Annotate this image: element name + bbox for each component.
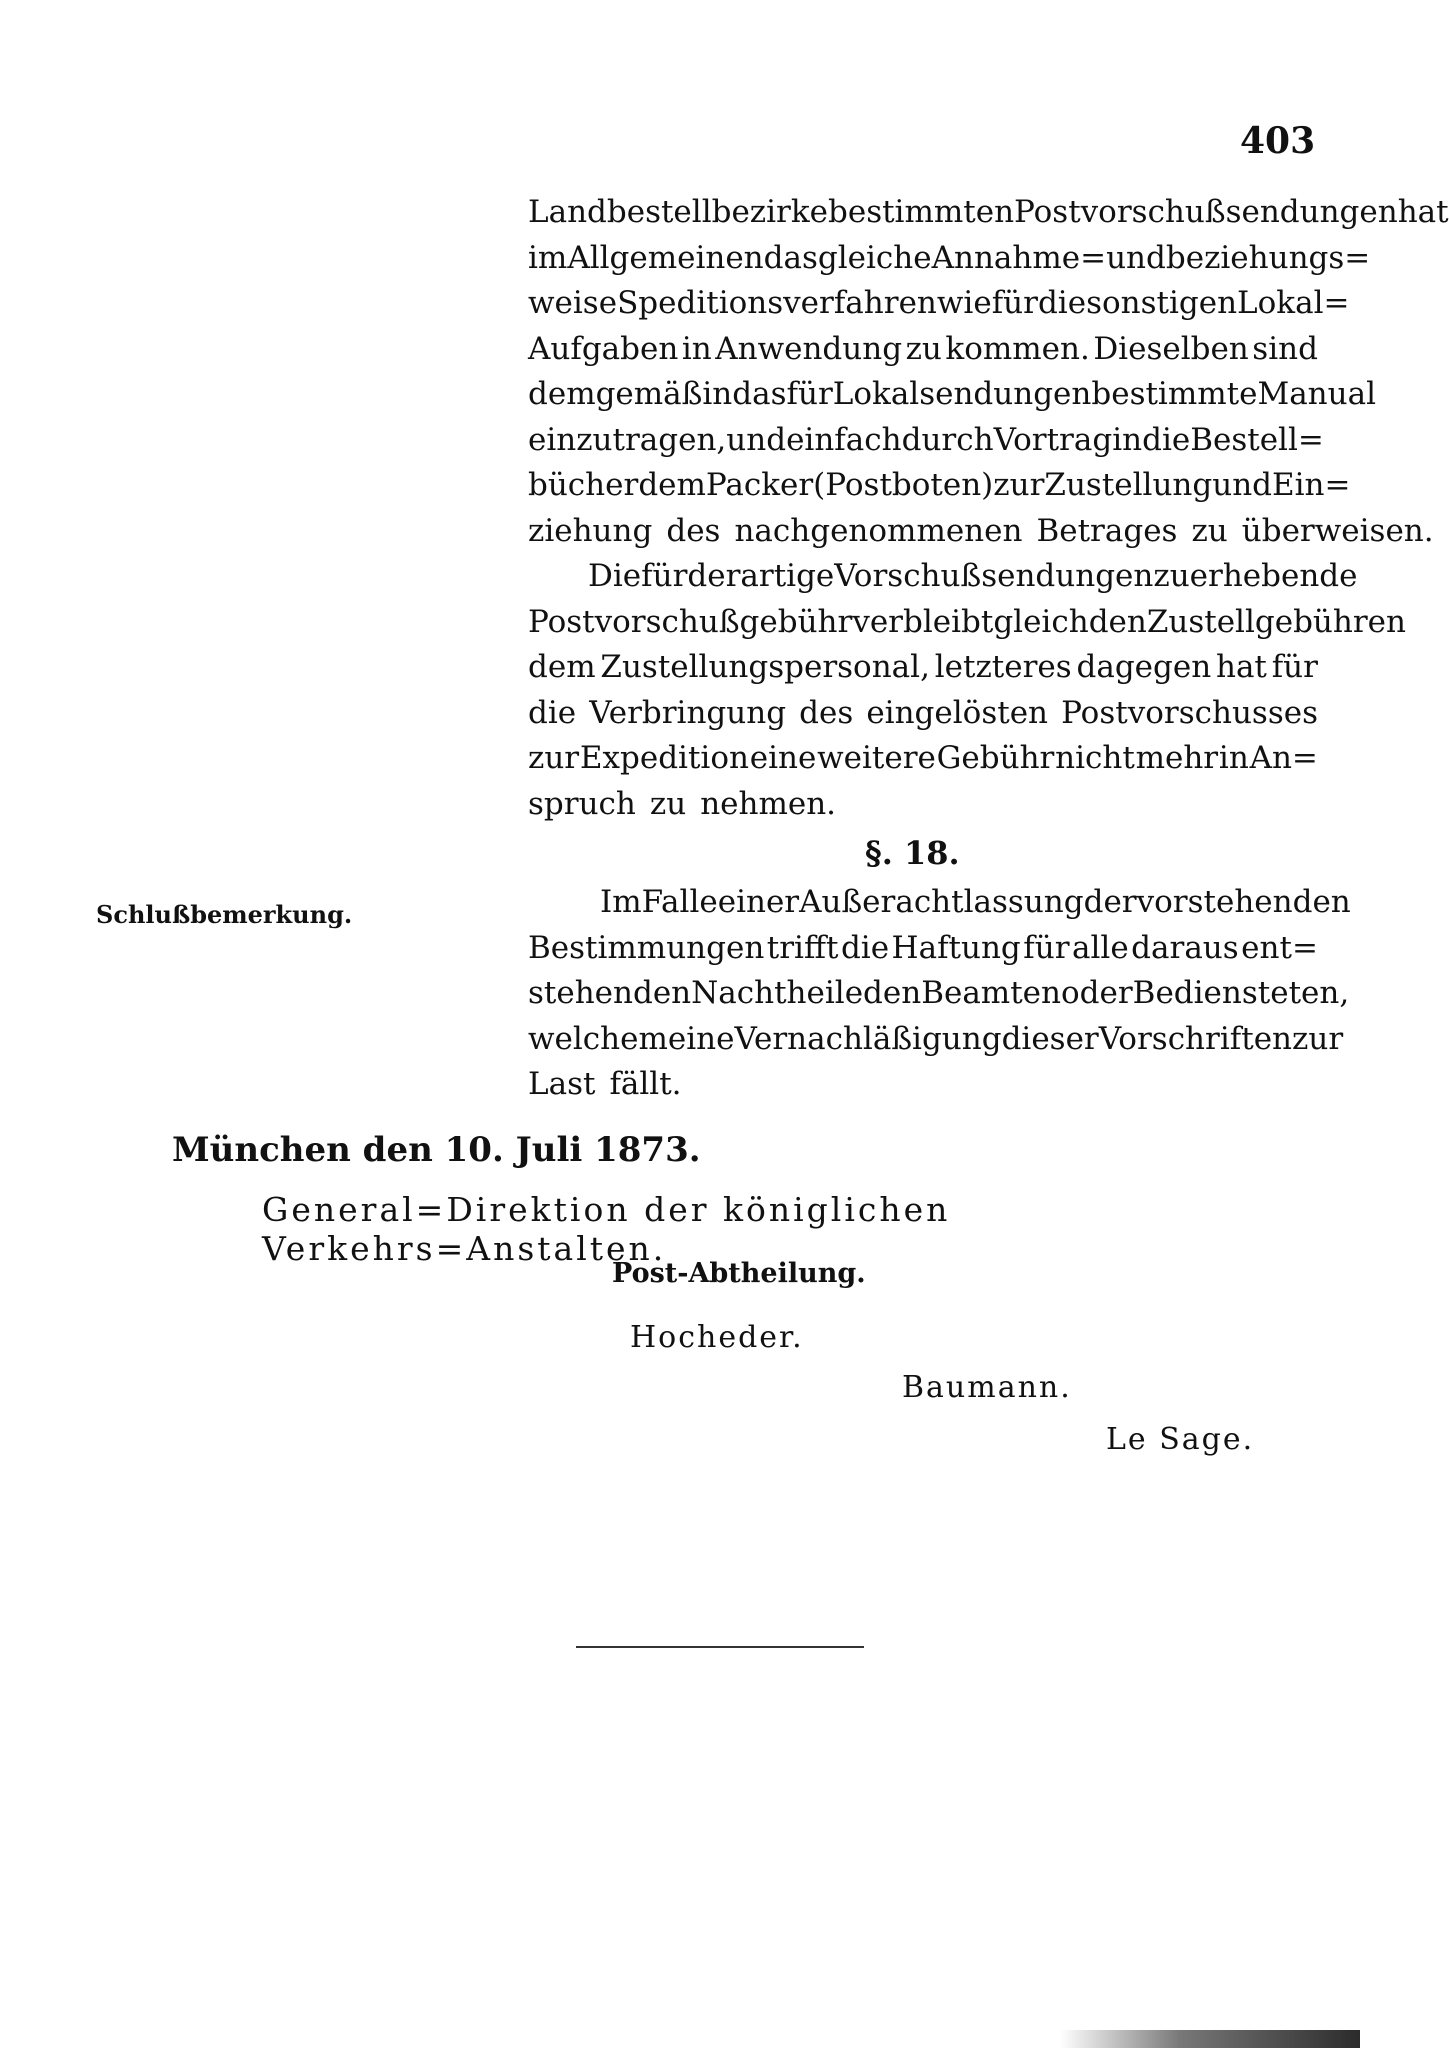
word: des [666,512,721,549]
word: sonstigen [1086,285,1238,321]
word: Beamten [921,975,1061,1011]
word: oder [1060,975,1133,1011]
word: den [1088,603,1147,640]
word: Last [528,1066,596,1102]
word: in [1112,421,1143,458]
word: einzutragen, [528,421,727,458]
word: Die [588,558,642,594]
word: erhebende [1189,558,1358,594]
word: An= [1249,740,1318,776]
word: zur [993,467,1045,503]
issuing-authority: General=Direktion der königlichen Verkehrs=Anstalten. [262,1190,951,1268]
word: eingelösten [866,694,1048,731]
word: die [528,694,577,731]
word: einer [717,884,800,920]
word: Allgemeinen [567,239,764,276]
text-line [528,782,1318,828]
word: gleiche [817,239,932,276]
word: für [1023,929,1070,966]
place-and-date: München den 10. Juli 1873. [172,1130,701,1170]
margin-note: Schlußbemerkung. [96,900,353,929]
text-line [528,926,1318,972]
word: dem [638,467,706,503]
word: zu [1153,558,1190,594]
word: eine [667,1020,735,1057]
word: verbleibt [852,603,994,640]
text-line [528,554,1358,600]
word: spruch [528,785,636,822]
text-line [528,691,1318,737]
word: ent= [1241,929,1318,966]
word: demgemäß [528,376,703,412]
word: Annahme= [931,239,1107,276]
word: Gebühr [936,740,1055,776]
word: zu [905,330,942,367]
word: für [641,558,688,594]
word: Vernachläßigung [734,1020,1002,1057]
word: Packer [705,467,814,503]
word: Nachtheile [691,975,864,1011]
word: und [1106,239,1166,276]
word: bestimmte [1091,376,1258,412]
word: dem [528,649,596,685]
text-line [528,645,1318,691]
word: Manual [1257,376,1377,412]
word: Bestimmungen [528,929,765,966]
word: Bediensteten, [1132,975,1350,1011]
word: die [1037,285,1087,321]
signature-2: Baumann. [902,1370,1072,1405]
word: für [1271,649,1318,685]
word: Verbringung [589,694,787,731]
word: der [1083,884,1137,920]
word: für [786,376,833,412]
word: fällt. [609,1066,682,1102]
word: für [991,285,1038,321]
text-line [528,1062,1318,1108]
word: nicht [1055,740,1135,776]
word: wie [936,285,992,321]
word: sind [1252,330,1318,367]
word: Dieselben [1093,330,1249,367]
text-line [528,463,1351,509]
word: Lokalsendungen [832,376,1092,412]
word: Landbestellbezirke [528,194,828,230]
word: Anwendung [715,330,903,367]
word: Lokal= [1237,285,1350,321]
word: in [702,376,733,412]
closing-rule [576,1646,864,1648]
word: Zustellgebühren [1146,603,1406,640]
word: (Postboten) [813,467,994,503]
word: Aufgaben [528,330,679,367]
word: das [732,376,787,412]
word: hat [1215,649,1267,685]
body-text-top [528,190,1449,827]
word: Haftung [891,929,1021,966]
word: Vortrag [993,421,1113,458]
word: Betrages [1036,512,1178,549]
text-line [528,418,1324,464]
word: Im [600,884,642,920]
word: des [799,694,854,731]
word: bücher [528,467,639,503]
word: Zustellungspersonal, [600,649,930,685]
word: im [528,239,568,276]
word: nachgenommenen [734,512,1023,549]
text-line [528,509,1434,555]
word: Postvorschußgebühr [528,603,853,640]
text-line [528,880,1351,926]
text-line [528,600,1406,646]
word: durch [901,421,994,458]
word: Außerachtlassung [799,884,1084,920]
text-line [528,971,1350,1017]
word: überweisen. [1241,512,1434,549]
word: Zustellung [1044,467,1213,503]
text-line [528,281,1350,327]
scan-edge-artifact [1060,2030,1360,2048]
word: derartige [687,558,835,594]
word: gleich [993,603,1089,640]
text-line [528,236,1371,282]
word: Falle [641,884,718,920]
section-heading: §. 18. [865,834,960,872]
word: in [1218,740,1249,776]
word: letzteres [934,649,1072,685]
word: Expedition [579,740,749,776]
word: Postvorschusses [1061,694,1318,731]
word: beziehungs= [1165,239,1371,276]
word: Speditionsverfahren [617,285,937,321]
word: zur [528,740,580,776]
word: mehr [1135,740,1219,776]
word: Vorschußsendungen [834,558,1154,594]
word: Ein= [1272,467,1351,503]
word: bestimmten [828,194,1015,230]
word: Postvorschußsendungen [1014,194,1398,230]
text-line [528,736,1318,782]
text-line [528,190,1449,236]
word: und [1212,467,1273,503]
word: zur [1292,1020,1344,1057]
word: einfach [786,421,902,458]
word: ziehung [528,512,653,549]
word: welchem [528,1020,668,1057]
word: und [726,421,787,458]
word: daraus [1131,929,1239,966]
body-text-section-18 [528,880,1351,1108]
word: Vorschriften [1098,1020,1293,1057]
word: zu [649,785,687,822]
word: alle [1072,929,1129,966]
word: kommen. [945,330,1090,367]
word: weitere [817,740,936,776]
word: dagegen [1076,649,1212,685]
word: zu [1191,512,1228,549]
word: stehenden [528,975,692,1011]
word: in [681,330,712,367]
text-line [528,372,1377,418]
word: vorstehenden [1136,884,1351,920]
signature-1: Hocheder. [630,1320,804,1355]
text-line [528,327,1318,373]
word: weise [528,285,618,321]
word: dieser [1001,1020,1099,1057]
text-line [528,1017,1344,1063]
word: Bestell= [1190,421,1324,458]
word: trifft [766,929,839,966]
word: die [1142,421,1191,458]
signature-3: Le Sage. [1106,1422,1255,1457]
word: den [863,975,922,1011]
word: hat [1397,194,1449,230]
word: eine [749,740,817,776]
page-number: 403 [1240,120,1316,162]
department-name: Post-Abtheilung. [612,1258,866,1289]
word: nehmen. [700,785,837,822]
word: die [840,929,890,966]
word: das [763,239,818,276]
